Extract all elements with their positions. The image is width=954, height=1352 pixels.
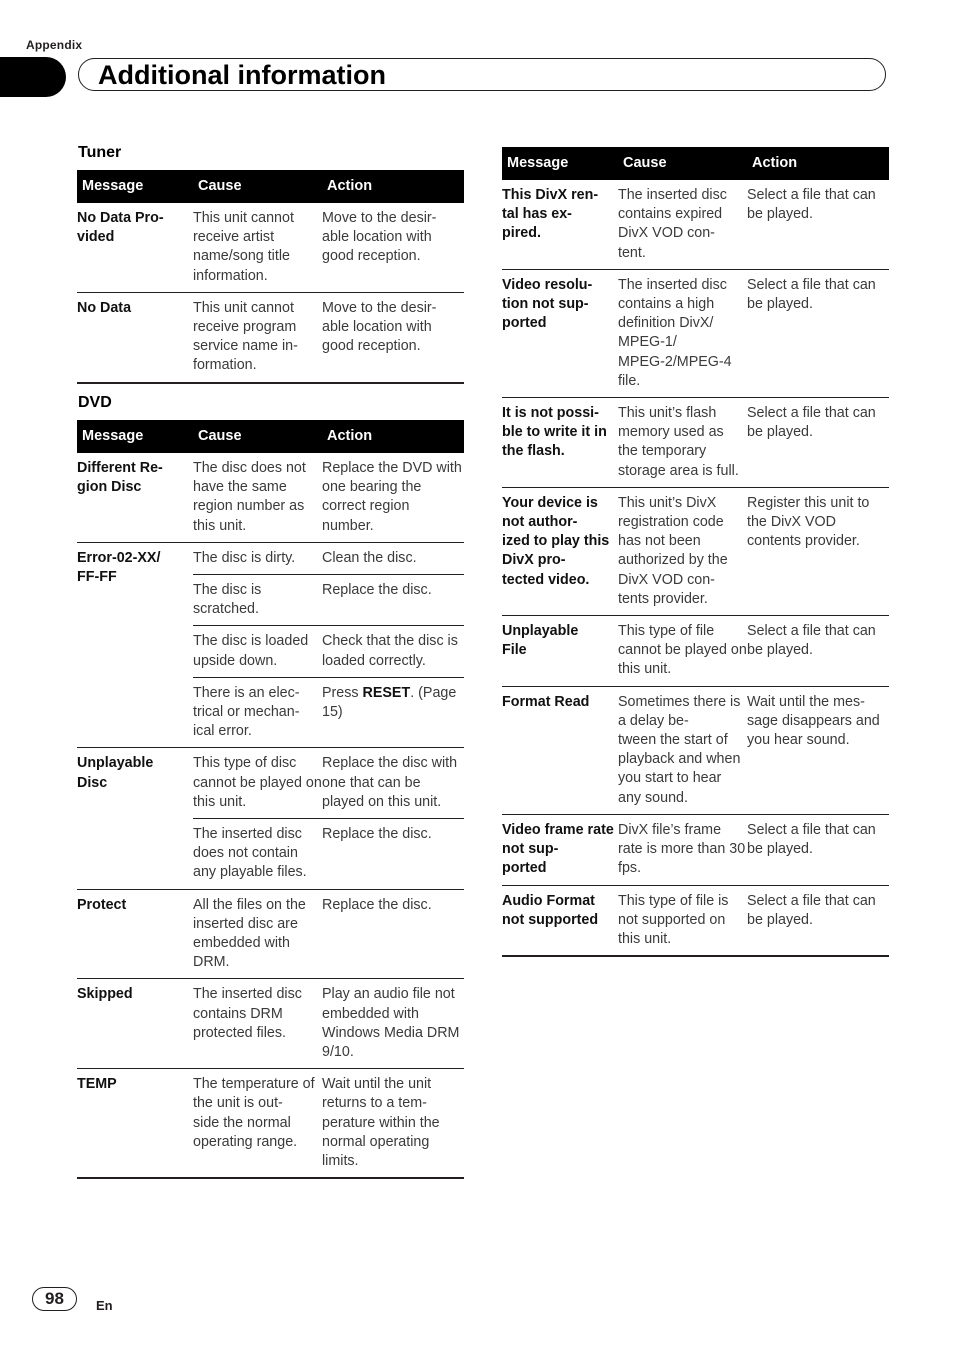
column-header: Cause (618, 147, 747, 180)
message-cell: It is not possi- ble to write it in the flash. (502, 398, 618, 488)
cause-cell: This unit’s DivX registration code has not been authorized by the DivX VOD con- tents provider. (618, 487, 747, 615)
table-row (502, 269, 889, 397)
message-cell: Different Re- gion Disc (77, 453, 193, 542)
cause-cell: This unit’s flash memory used as the temporary storage area is full. (618, 398, 747, 488)
message-cell: No Data (77, 292, 193, 382)
table-row (77, 979, 464, 1069)
action-cell: Wait until the mes- sage disappears and you hear sound. (747, 686, 889, 814)
cause-cell: The inserted disc contains expired DivX VOD con- tent. (618, 180, 747, 269)
message-cell: TEMP (77, 1069, 193, 1179)
dvd-table (77, 420, 464, 1179)
reset-button-name: RESET (362, 684, 411, 701)
table-row (502, 180, 889, 269)
column-header: Cause (193, 420, 322, 453)
table-row (502, 686, 889, 814)
cause-cell: The inserted disc does not contain any playable files. (193, 819, 322, 890)
page-title-frame (78, 58, 886, 91)
action-cell: Wait until the unit returns to a tem- perature within the normal operating limits. (322, 1069, 464, 1179)
page-number: 98 (32, 1287, 77, 1311)
table-row (77, 748, 464, 819)
action-cell: Check that the disc is loaded correctly. (322, 626, 464, 677)
table-row (502, 487, 889, 615)
cause-cell: The temperature of the unit is out- side the normal operating range. (193, 1069, 322, 1179)
cause-cell: The disc is dirty. (193, 542, 322, 574)
cause-cell: There is an elec- trical or mechan- ical error. (193, 677, 322, 748)
column-header: Action (322, 170, 464, 203)
message-cell: Unplayable Disc (77, 748, 193, 889)
message-cell: Audio Format not supported (502, 885, 618, 956)
action-cell: Clean the disc. (322, 542, 464, 574)
table-row (502, 885, 889, 956)
message-cell: This DivX ren- tal has ex- pired. (502, 180, 618, 269)
cause-cell: The inserted disc contains a high definition DivX/ MPEG-1/ MPEG-2/MPEG-4 file. (618, 269, 747, 397)
action-cell (322, 677, 464, 748)
action-cell: Replace the disc with one that can be played on this unit. (322, 748, 464, 819)
dvd-heading: DVD (78, 394, 112, 411)
action-cell: Play an audio file not embedded with Windows Media DRM 9/10. (322, 979, 464, 1069)
cause-cell: This unit cannot receive artist name/song title information. (193, 203, 322, 292)
action-text: . (Page 15) (322, 684, 457, 721)
action-cell: Select a file that can be played. (747, 814, 889, 885)
action-cell: Replace the disc. (322, 575, 464, 626)
cause-cell: All the files on the inserted disc are embedded with DRM. (193, 889, 322, 979)
cause-cell: The inserted disc contains DRM protected files. (193, 979, 322, 1069)
cause-cell: This unit cannot receive program service name in- formation. (193, 292, 322, 382)
language-label: En (96, 1298, 113, 1313)
divx-table (502, 147, 889, 957)
message-cell: Skipped (77, 979, 193, 1069)
cause-cell: DivX file’s frame rate is more than 30 fps. (618, 814, 747, 885)
message-cell: No Data Pro- vided (77, 203, 193, 292)
message-cell: Video resolu- tion not sup- ported (502, 269, 618, 397)
column-header: Message (77, 420, 193, 453)
action-cell: Select a file that can be played. (747, 616, 889, 687)
column-header: Action (322, 420, 464, 453)
table-row (77, 1069, 464, 1179)
message-cell: Format Read (502, 686, 618, 814)
action-cell: Move to the desir- able location with good reception. (322, 292, 464, 382)
message-cell: Unplayable File (502, 616, 618, 687)
cause-cell: The disc is scratched. (193, 575, 322, 626)
cause-cell: This type of disc cannot be played on this unit. (193, 748, 322, 819)
tuner-heading: Tuner (78, 144, 122, 161)
table-row (77, 203, 464, 292)
message-cell: Your device is not author- ized to play this DivX pro- tected video. (502, 487, 618, 615)
column-header: Cause (193, 170, 322, 203)
appendix-label: Appendix (26, 38, 83, 52)
cause-cell: Sometimes there is a delay be- tween the start of playback and when you start to hear any sound. (618, 686, 747, 814)
table-row (77, 453, 464, 542)
action-text: Press (322, 684, 363, 701)
table-header-row (77, 170, 464, 203)
column-header: Message (502, 147, 618, 180)
tuner-table (77, 170, 464, 384)
page-title: Additional information (98, 60, 386, 90)
table-header-row (502, 147, 889, 180)
action-cell: Replace the disc. (322, 819, 464, 890)
column-header: Message (77, 170, 193, 203)
table-row (77, 292, 464, 382)
action-cell: Move to the desir- able location with good reception. (322, 203, 464, 292)
table-row (77, 542, 464, 574)
action-cell: Select a file that can be played. (747, 269, 889, 397)
message-cell: Protect (77, 889, 193, 979)
cause-cell: The disc does not have the same region number as this unit. (193, 453, 322, 542)
cause-cell: This type of file cannot be played on this unit. (618, 616, 747, 687)
table-header-row (77, 420, 464, 453)
message-cell: Video frame rate not sup- ported (502, 814, 618, 885)
table-row (502, 398, 889, 488)
action-cell: Register this unit to the DivX VOD contents provider. (747, 487, 889, 615)
action-cell: Select a file that can be played. (747, 398, 889, 488)
cause-cell: This type of file is not supported on this unit. (618, 885, 747, 956)
action-cell: Replace the DVD with one bearing the correct region number. (322, 453, 464, 542)
action-cell: Replace the disc. (322, 889, 464, 979)
cause-cell: The disc is loaded upside down. (193, 626, 322, 677)
action-cell: Select a file that can be played. (747, 885, 889, 956)
action-cell: Select a file that can be played. (747, 180, 889, 269)
section-tab-marker (0, 57, 66, 97)
column-header: Action (747, 147, 889, 180)
message-cell: Error-02-XX/ FF-FF (77, 542, 193, 748)
table-row (502, 814, 889, 885)
table-row (502, 616, 889, 687)
table-row (77, 889, 464, 979)
